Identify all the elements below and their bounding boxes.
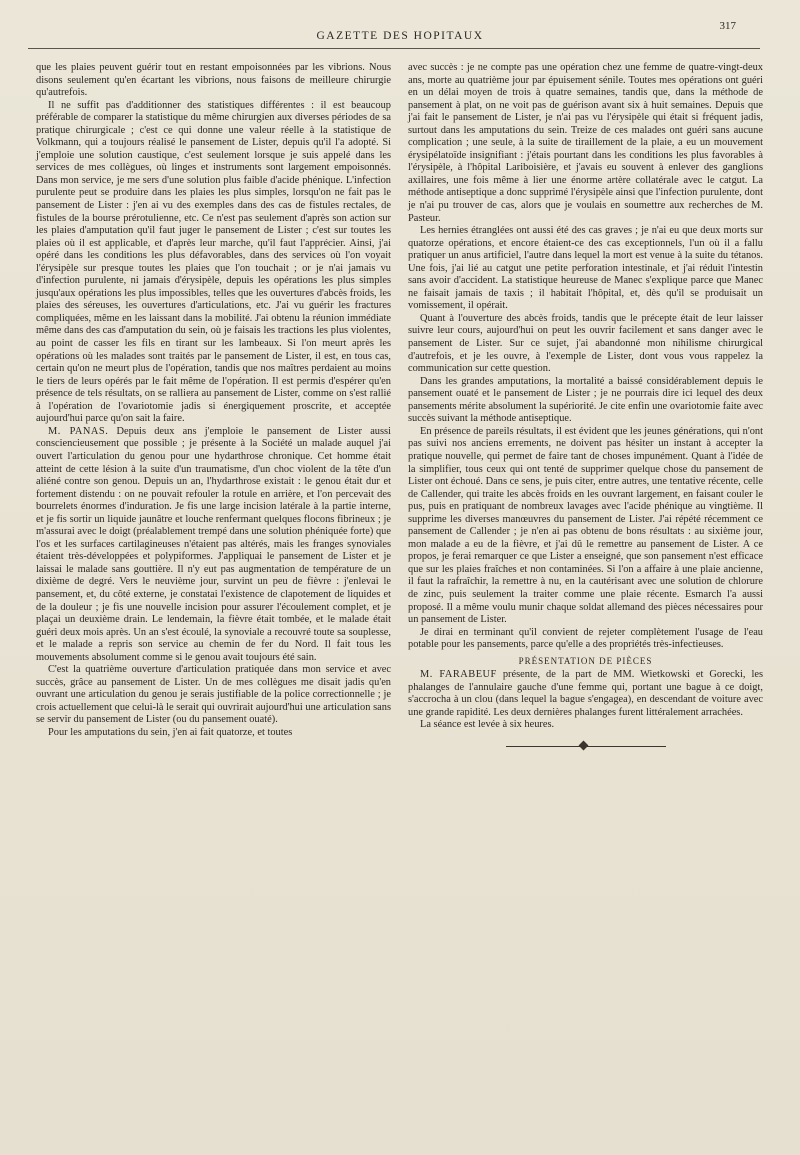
header-rule xyxy=(28,48,760,49)
running-head: GAZETTE DES HOPITAUX xyxy=(316,30,484,42)
left-column xyxy=(36,62,391,740)
paragraph: En présence de pareils résultats, il est évident que les jeunes générations, qui n'ont pas suivi nos anciens errements, ne doivent pas hésiter un instant à accepter la pratique nouvelle, qui permet de faire tant de choses impunément. Quant à l'idée de la simplifier, tous ceux qui ont tenté de supprimer quelque chose du pansement de Lister ont échoué. Dans ce sens, je puis citer, entre autres, une tentative récente, celle de Callender, qui traite les abcès froids en les ouvrant largement, en faisant couler le pus, puis en pratiquant de nombreux lavages avec l'acide phénique au vingtième. Il supprime les diverses manœuvres du pansement de Lister. J'ai répété récemment ce pansement de Callender ; je n'en ai pas obtenu de bons résultats : au sixième jour, mon malade a eu de la fièvre, et j'ai dû le remettre au pansement de Lister. A ce propos, je ferai remarquer ce que Lister a enseigné, que son pansement n'est efficace que sur les plaies fraîches et non contaminées. Si l'on a affaire à une plaie ancienne, il faut la rafraîchir, la remettre à nu, en la cautérisant avec une solution de chlorure de zinc, puis seulement la traiter comme une plaie récente. Esmarch l'a aussi proposé. Il a même voulu munir chaque soldat allemand des pièces nécessaires pour un pansement de Lister. xyxy=(408,425,763,626)
paragraph xyxy=(36,426,391,664)
section-title: PRÉSENTATION DE PIÈCES xyxy=(518,655,653,666)
speaker-name: M. FARABEUF xyxy=(420,669,497,681)
paragraph-text: Depuis deux ans j'emploie le pansement de Lister aussi consciencieusement que possible ; je présente à la Société un malade auquel j'ai ouvert l'articulation du genou pour une hydarthrose chronique. Cet homme était atteint de cette lésion à la suite d'un traumatisme, d'un choc violent de la tête d'un aliéné contre son genou. Depuis un an, l'hydarthrose existait : le genou était dur et fortement distendu : on ne pouvait refouler la rotule en arrière, et l'on percevait des bourrelets énormes d'induration. Je fis une large incision latérale à la partie interne, et je fis sortir un liquide jaunâtre et louche renfermant quelques flocons fibrineux ; je m'assurai avec le doigt (préalablement trempé dans une solution phéniquée forte) que l'os et les surfaces cartilagineuses n'étaient pas altérés, mais les franges synoviales étaient très-développées et polypiformes. J'appliquai le pansement de Lister et je laissai le malade sans gouttière. Il n'y eut pas augmentation de température de un dixième de degré. Vers le neuvième jour, survint un peu de fièvre : j'enlevai le pansement, et, du côté externe, je constatai l'existence de clapotement de liquides et de la douleur ; je fis une nouvelle incision pour assurer l'écoulement complet, et je plaçai un deuxième drain. Le lendemain, la fièvre était tombée, et le malade était guéri deux mois après. Un an s'est écoulé, la synoviale a recouvré toute sa souplesse, et le malade a repris son service au chemin de fer du Nord. Il fait tous les mouvements absolument comme si le genou avait toujours été sain. xyxy=(36,425,391,663)
speaker-name: M. PANAS. xyxy=(48,425,109,437)
right-column xyxy=(408,62,763,752)
paragraph xyxy=(408,669,763,719)
closing-line: La séance est levée à six heures. xyxy=(420,719,555,731)
paragraph: Les hernies étranglées ont aussi été des cas graves ; je n'ai eu que deux morts sur quatorze opérations, et encore étaient-ce des cas exceptionnels, l'un où il a fallu pratiquer un anus artificiel, l'autre dans lequel la mort est venue à la suite du tétanos. Une fois, j'ai lié au catgut une petite perforation intestinale, et j'ai réduit l'intestin sans avoir d'accident. La statistique heureuse de Manec s'explique parce que Manec ne faisait jamais de taxis ; il habitait l'hôpital, et, dès qu'il se produisait un vomissement, il opérait. xyxy=(408,225,763,312)
page-number: 317 xyxy=(719,20,736,32)
paragraph: Dans les grandes amputations, la mortalité a baissé considérablement depuis le pansement ouaté et le pansement de Lister ; je ne pourrais dire ici lequel des deux pansements mérite absolument la supériorité. Je cite enfin une ovariotomie faite avec succès suivant la méthode antiseptique. xyxy=(408,375,763,425)
paragraph: que les plaies peuvent guérir tout en restant empoisonnées par les vibrions. Nous disons seulement qu'en écartant les vibrions, nous faisons de meilleure chirurgie qu'autrefois. xyxy=(36,62,391,99)
paragraph: C'est la quatrième ouverture d'articulation pratiquée dans mon service et avec succès, grâce au pansement de Lister. Un de mes collègues me disait jadis qu'en ouvrant une articulation du genou je serais justifiable de la police correctionnelle ; je crois actuellement que celui-là le serait qui ouvrirait aujourd'hui une articulation sans se servir du pansement de Lister (ou du pansement ouaté). xyxy=(36,664,391,726)
paragraph: avec succès : je ne compte pas une opération chez une femme de quatre-vingt-deux ans, morte au quatrième jour par épuisement sénile. Toutes mes opérations ont guéri en un délai moyen de trois à quatre semaines, tandis que, dans la méthode de pansement à plat, on ne voit pas de guérison avant six à huit semaines. Depuis que j'ai fait le pansement de Lister, je n'ai pas vu l'érysipèle qui était si fréquent jadis, surtout dans les amputations du sein. Treize de ces malades ont guéri sans aucune complication ; une seule, à la suite de tiraillement de la plaie, a eu un mouvement érysipélatoïde insignifiant : j'étais pourtant dans les conditions les plus favorables à l'érysipèle, à l'hôpital Lariboisière, et j'avais eu souvent à enlever des ganglions axillaires, une fois même à lier une énorme artère collatérale avec le catgut. La méthode antiseptique a donc supprimé l'érysipèle ainsi que l'infection purulente, dont je n'ai pu trouver de cas, alors que je voulais en soumettre aux recherches de M. Pasteur. xyxy=(408,62,763,224)
page-header xyxy=(0,0,800,50)
end-ornament xyxy=(506,742,666,752)
paragraph: Il ne suffit pas d'additionner des statistiques différentes : il est beaucoup préférable de comparer la statistique du même chirurgien aux diverses périodes de sa pratique chirurgicale ; c'est ce qui donne une valeur réelle à la statistique de Volkmann, qui a toujours réalisé le pansement de Lister, depuis qu'il l'a adopté. Si j'emploie une solution caustique, c'est seulement lorsque je suis appelé dans les services de mes collègues, où linges et instruments sont largement empoisonnés. Dans mon service, je me sers d'une solution plus faible d'acide phénique. L'infection purulente peut se produire dans les plaies les plus simples, lorsqu'on ne fait pas le pansement de Lister : j'en ai vu des exemples dans des cas de fistules rectales, de fistules de la bourse prérotulienne, etc. Ce n'est pas seulement d'après son action sur les plaies d'amputation qu'il faut juger le pansement de Lister ; c'est sur toutes les plaies où il est applicable, et d'après leur marche, qu'il faut l'apprécier. Ainsi, j'ai opéré dans les conditions les plus défavorables, dans des services où l'on voyait l'érysipèle sur presque toutes les plaies que l'on touchait ; or je n'ai jamais vu d'infection purulente, ni jamais d'érysipèle, depuis les opérations les plus simples jusqu'aux opérations les plus impossibles, telles que les ouvertures d'abcès froids, les plaies des séreuses, les ouvertures d'articulations, etc. J'ai vu guérir les fractures compliquées, même en les laissant dans la mobilité. J'ai obtenu la réunion immédiate même dans des cas d'amputation du sein, où je faisais les tractions les plus violentes, au point de casser les fils en tirant sur les lambeaux. Si l'on meurt après les opérations où les malades sont traités par le pansement de Lister, il est, en tous cas, certain qu'on ne meurt plus de l'opération, tandis que nos maîtres perdaient au moins le tiers de leurs opérés par le fait même de l'opération. Il est permis d'espérer qu'en présence de tels résultats, on se ralliera au pansement de Lister, comme on s'est rallié à l'opération de l'ovariotomie jadis si énergiquement proscrite, et acceptée aujourd'hui parce qu'on sait la faire. xyxy=(36,99,391,425)
paragraph: Quant à l'ouverture des abcès froids, tandis que le précepte était de leur laisser suivre leur cours, aujourd'hui on peut les ouvrir facilement et sans danger avec le pansement de Lister. Sur ce sujet, j'ai abandonné mon nihilisme chirurgical d'autrefois, et je les ouvre, à l'exemple de Lister, dont vous vous rappelez la communication sur cette question. xyxy=(408,312,763,375)
paragraph: Pour les amputations du sein, j'en ai fait quatorze, et toutes xyxy=(48,726,293,738)
paragraph: Je dirai en terminant qu'il convient de rejeter complètement l'usage de l'eau potable pour les pansements, parce qu'elle a des propriétés très-infectieuses. xyxy=(408,626,763,651)
paragraph-text: présente, de la part de MM. Wietkowski et Gorecki, les phalanges de l'annulaire gauche d'une femme qui, portant une bague à ce doigt, s'accrocha à un clou (dans lequel la bague s'engagea), en descendant de voiture avec une grande rapidité. Les deux dernières phalanges furent littéralement arrachées. xyxy=(408,669,763,718)
ornament-diamond-icon xyxy=(578,741,588,751)
